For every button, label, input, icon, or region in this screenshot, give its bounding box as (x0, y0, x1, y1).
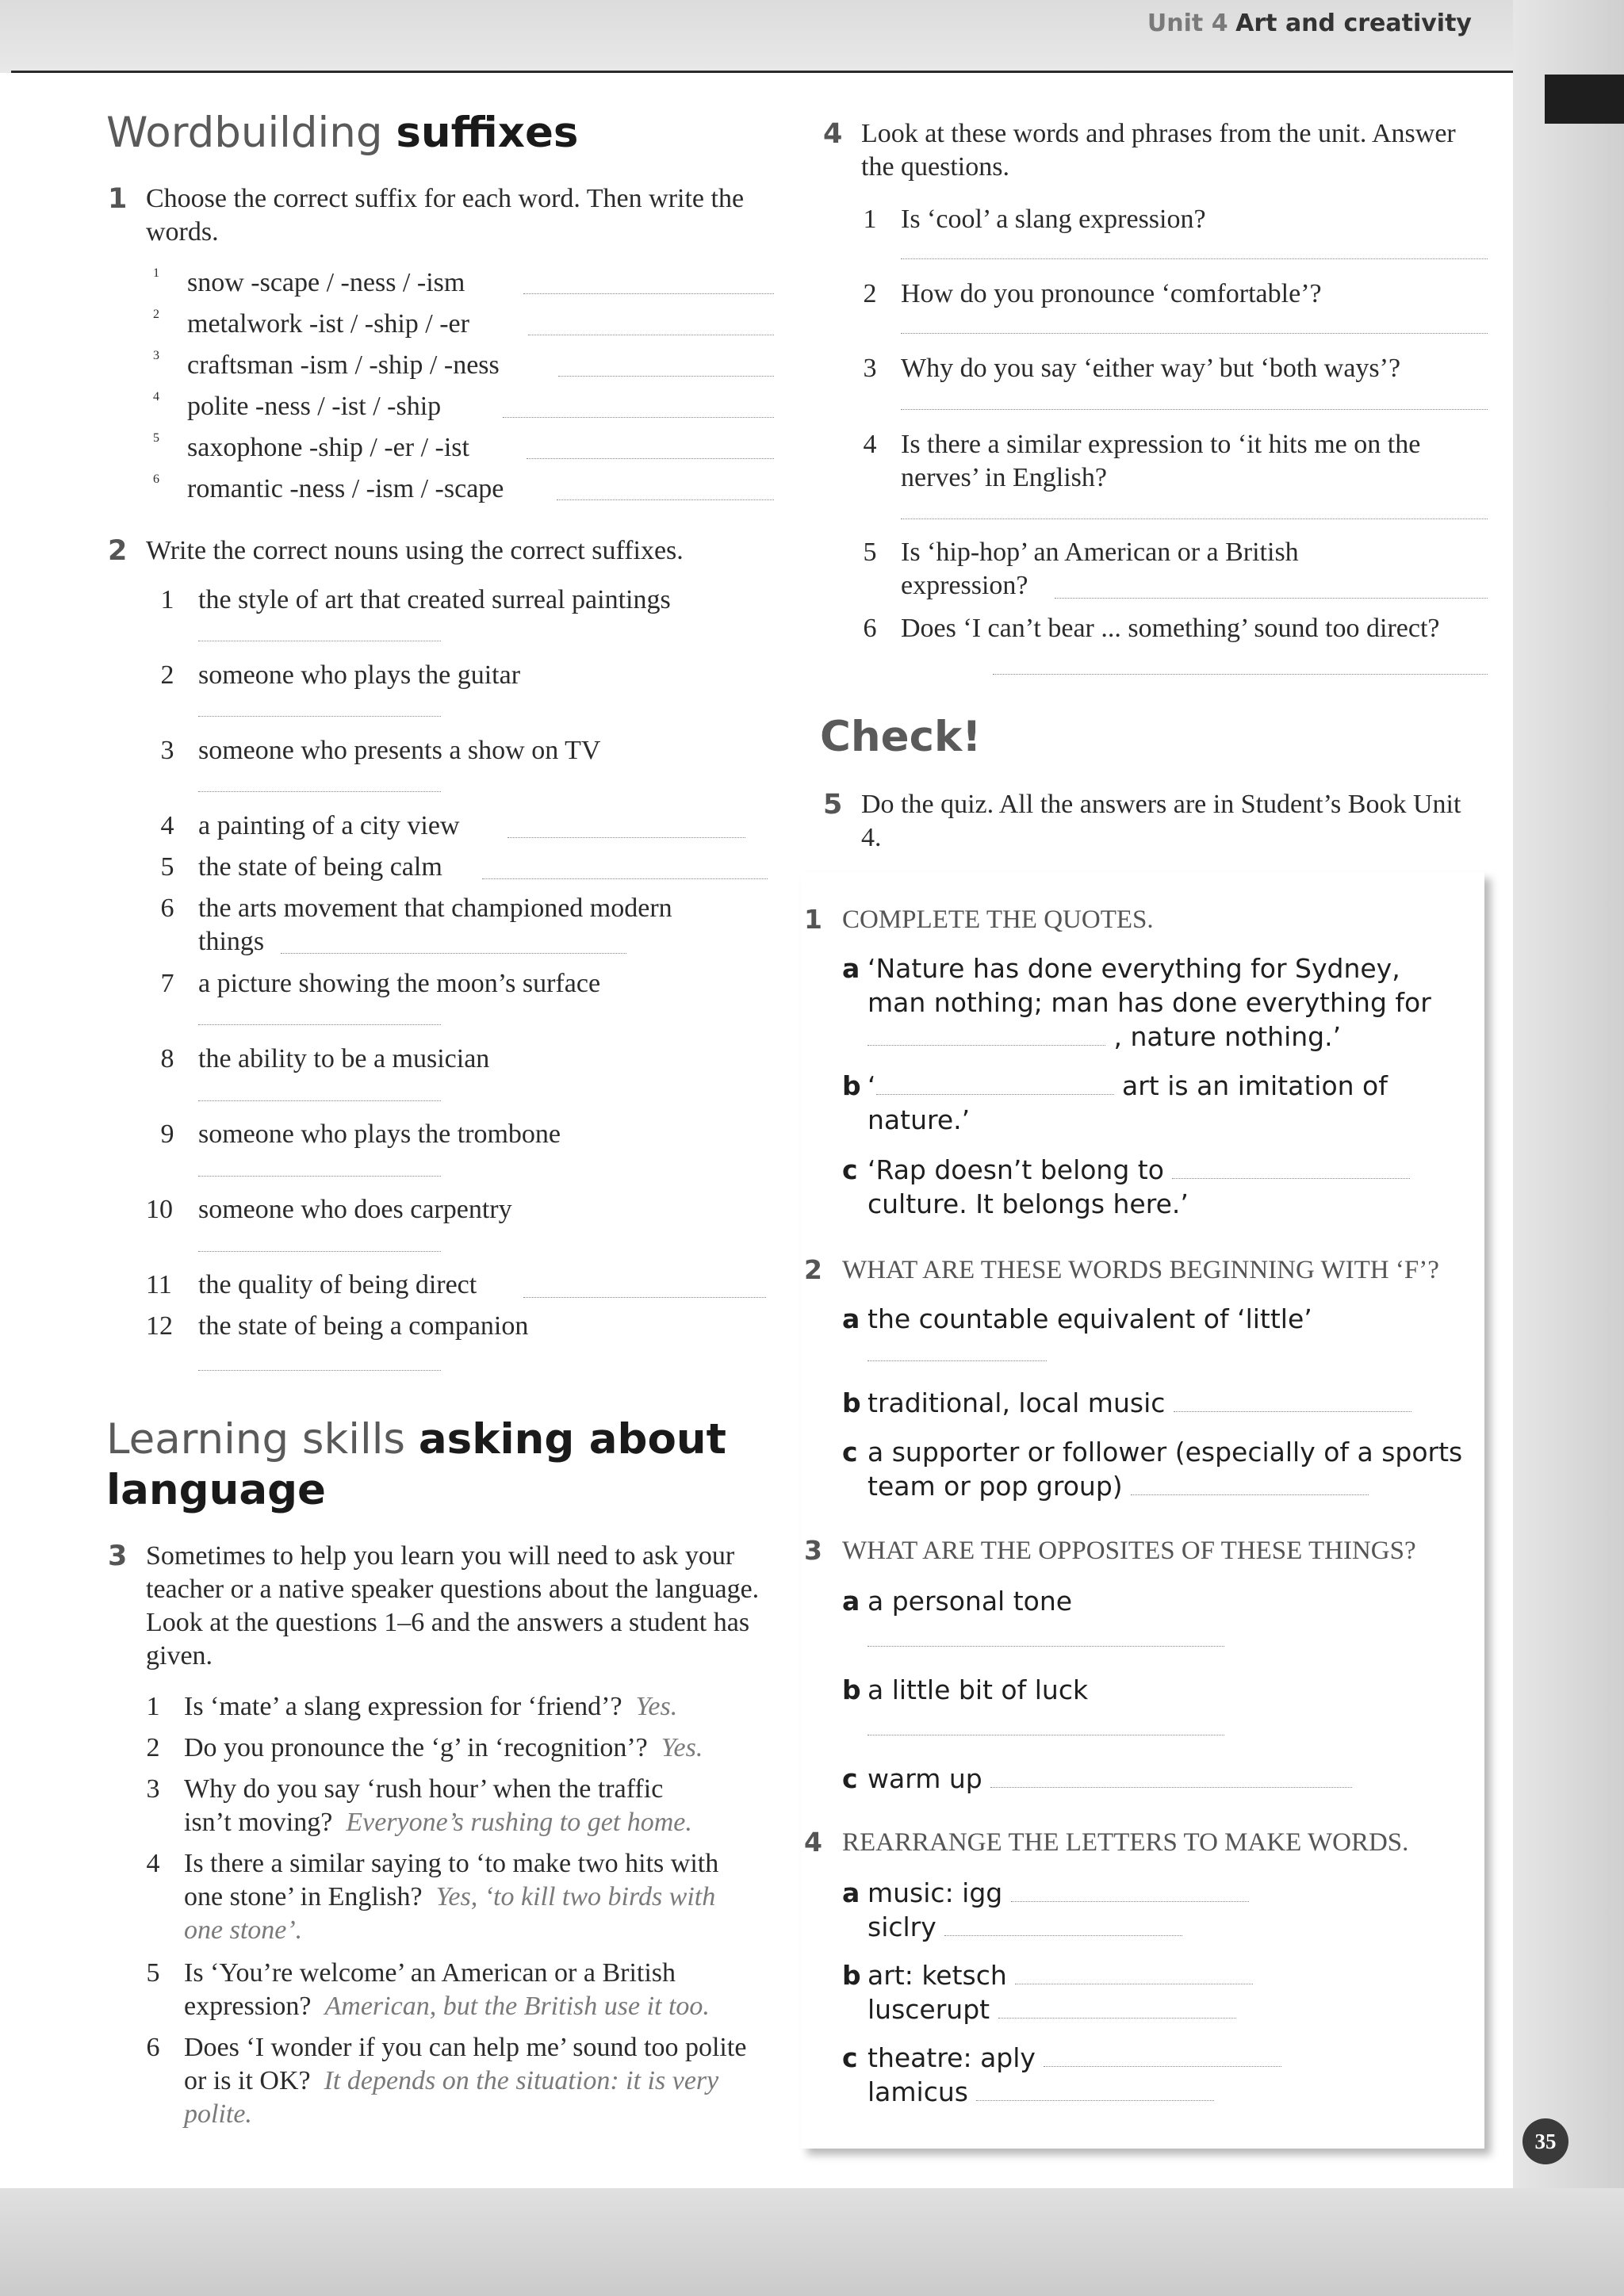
list-item: 3 Why do you say ‘either way’ but ‘both ways’? (863, 354, 1401, 383)
right-margin (1513, 0, 1624, 2296)
answer-blank[interactable] (944, 1918, 1182, 1936)
list-item: 6 Does ‘I can’t bear ... something’ sound too direct? (863, 614, 1440, 643)
answer-line[interactable] (523, 1297, 766, 1298)
answer-blank[interactable] (976, 2083, 1214, 2101)
answer-line[interactable] (558, 376, 774, 377)
answer-blank[interactable] (1131, 1477, 1369, 1495)
heading-bold: language (106, 1466, 326, 1514)
unit-label: Unit 4 (1147, 10, 1228, 37)
answer-blank[interactable] (1044, 2049, 1281, 2067)
answer-line[interactable] (503, 417, 774, 418)
list-item: 4 Is there a similar saying to ‘to make two hits with one stone’ in English? Yes, ‘to kill two birds with one stone’. (146, 1849, 719, 1945)
list-item: 6 Does ‘I wonder if you can help me’ sound too polite or is it OK? It depends on the situation: it is very polite. (146, 2033, 747, 2129)
learning-skills-heading (106, 1414, 726, 1516)
quiz-item: a ‘Nature has done everything for Sydney, man nothing; man has done everything for , nature nothing.’ (842, 953, 1431, 1052)
answer-line[interactable] (557, 499, 774, 500)
quiz-heading: 4 REARRANGE THE LETTERS TO MAKE WORDS. (804, 1827, 1409, 1858)
answer-line[interactable] (901, 258, 1488, 259)
page-number: 35 (1522, 2118, 1568, 2164)
header-rule (11, 71, 1513, 73)
exercise-2-instruction (108, 534, 798, 568)
answer-line[interactable] (198, 1100, 441, 1101)
list-item: 5 Is ‘hip-hop’ an American or a British expression? (863, 538, 1299, 600)
heading-bold: asking about (418, 1415, 726, 1464)
answer-line[interactable] (901, 333, 1488, 334)
answer-line[interactable] (508, 837, 745, 838)
exercise-5-instruction (823, 788, 1473, 855)
list-item: 1 Is ‘cool’ a slang expression? (863, 205, 1206, 234)
list-item: 3 Why do you say ‘rush hour’ when the traffic isn’t moving? Everyone’s rushing to get home. (146, 1774, 692, 1837)
instruction-text: Look at these words and phrases from the unit. Answer the questions. (861, 119, 1456, 182)
answer-line[interactable] (198, 1251, 441, 1252)
student-answer: Yes. (661, 1733, 703, 1762)
answer-blank[interactable] (1174, 1394, 1411, 1412)
exercise-number: 3 (108, 1540, 128, 1572)
exercise-number: 1 (108, 183, 128, 215)
quiz-item: c warm up (842, 1762, 1461, 1796)
answer-blank[interactable] (1015, 1966, 1253, 1984)
answer-blank[interactable] (876, 1077, 1114, 1095)
answer-line[interactable] (198, 791, 441, 792)
heading-light: Learning skills (106, 1415, 406, 1464)
answer-line[interactable] (1055, 598, 1488, 599)
student-answer: Yes, ‘to kill two birds with one stone’. (184, 1882, 716, 1945)
quiz-panel (801, 872, 1484, 2149)
quiz-heading: 2 WHAT ARE THESE WORDS BEGINNING WITH ‘F’? (804, 1254, 1439, 1285)
list-item: 2 Do you pronounce the ‘g’ in ‘recognition’? Yes. (146, 1733, 703, 1762)
quiz-item: a music: igg siclry (842, 1876, 1461, 1944)
answer-line[interactable] (901, 409, 1488, 410)
instruction-text: Write the correct nouns using the correct suffixes. (146, 536, 684, 565)
answer-blank[interactable] (868, 1027, 1105, 1046)
answer-line[interactable] (523, 293, 774, 294)
answer-line[interactable] (868, 1646, 1224, 1647)
instruction-text: Choose the correct suffix for each word. Then write the words. (146, 184, 745, 247)
answer-blank[interactable] (1011, 1884, 1249, 1902)
student-answer: American, but the British use it too. (324, 1992, 710, 2021)
wordbuilding-heading (106, 108, 578, 159)
thumb-tab (1545, 75, 1624, 124)
answer-line[interactable] (198, 1176, 441, 1177)
answer-line[interactable] (527, 458, 774, 459)
answer-line[interactable] (482, 878, 768, 879)
check-title: Check! (820, 713, 982, 761)
quiz-item: c theatre: aply lamicus (842, 2041, 1461, 2109)
answer-line[interactable] (198, 1024, 441, 1025)
answer-blank[interactable] (1172, 1161, 1410, 1179)
check-heading (820, 712, 981, 763)
answer-blank[interactable] (990, 1770, 1352, 1788)
quiz-item: b ‘ art is an imitation of nature.’ (842, 1070, 1388, 1135)
exercise-number: 4 (823, 118, 843, 150)
answer-line[interactable] (868, 1360, 1047, 1361)
list-item: 1 Is ‘mate’ a slang expression for ‘friend’? Yes. (146, 1692, 678, 1721)
quiz-heading: 1 COMPLETE THE QUOTES. (804, 904, 1154, 935)
answer-blank[interactable] (998, 2000, 1236, 2019)
quiz-item: a a personal tone (842, 1586, 1073, 1617)
quiz-heading: 3 WHAT ARE THE OPPOSITES OF THESE THINGS? (804, 1535, 1416, 1566)
quiz-item: a the countable equivalent of ‘little’ (842, 1303, 1312, 1334)
heading-light: Wordbuilding (106, 109, 383, 157)
exercise-4-instruction (823, 117, 1489, 184)
instruction-text: Sometimes to help you learn you will need to ask your teacher or a native speaker questions about the language. Look at the questions 1–6 and the answers a student has given. (146, 1541, 760, 1670)
unit-title: Art and creativity (1235, 10, 1472, 37)
quiz-item: c ‘Rap doesn’t belong to culture. It belongs here.’ (842, 1153, 1461, 1221)
exercise-number: 2 (108, 535, 128, 567)
quiz-item: c a supporter or follower (especially of a sports team or pop group) (842, 1437, 1463, 1502)
exercise-1-instruction (108, 182, 774, 249)
student-answer: Everyone’s rushing to get home. (346, 1808, 692, 1837)
answer-line[interactable] (993, 674, 1488, 675)
answer-line[interactable] (281, 953, 626, 954)
heading-bold: suffixes (396, 109, 579, 157)
list-item: 5 Is ‘You’re welcome’ an American or a British expression? American, but the British use it too. (146, 1958, 710, 2021)
answer-line[interactable] (198, 716, 441, 717)
exercise-3-instruction (108, 1540, 774, 1673)
quiz-item: b a little bit of luck (842, 1674, 1089, 1705)
student-answer: It depends on the situation: it is very polite. (184, 2066, 719, 2129)
quiz-item: b traditional, local music (842, 1386, 1461, 1420)
student-answer: Yes. (635, 1692, 678, 1721)
list-item: 2 How do you pronounce ‘comfortable’? (863, 279, 1322, 308)
instruction-text: Do the quiz. All the answers are in Student’s Book Unit 4. (861, 790, 1461, 852)
list-item: 4 Is there a similar expression to ‘it hits me on the nerves’ in English? (863, 430, 1421, 492)
bottom-margin (0, 2188, 1624, 2296)
exercise-number: 5 (823, 789, 843, 821)
running-head (1147, 10, 1472, 37)
answer-line[interactable] (198, 1370, 441, 1371)
quiz-item: b art: ketsch luscerupt (842, 1958, 1461, 2026)
